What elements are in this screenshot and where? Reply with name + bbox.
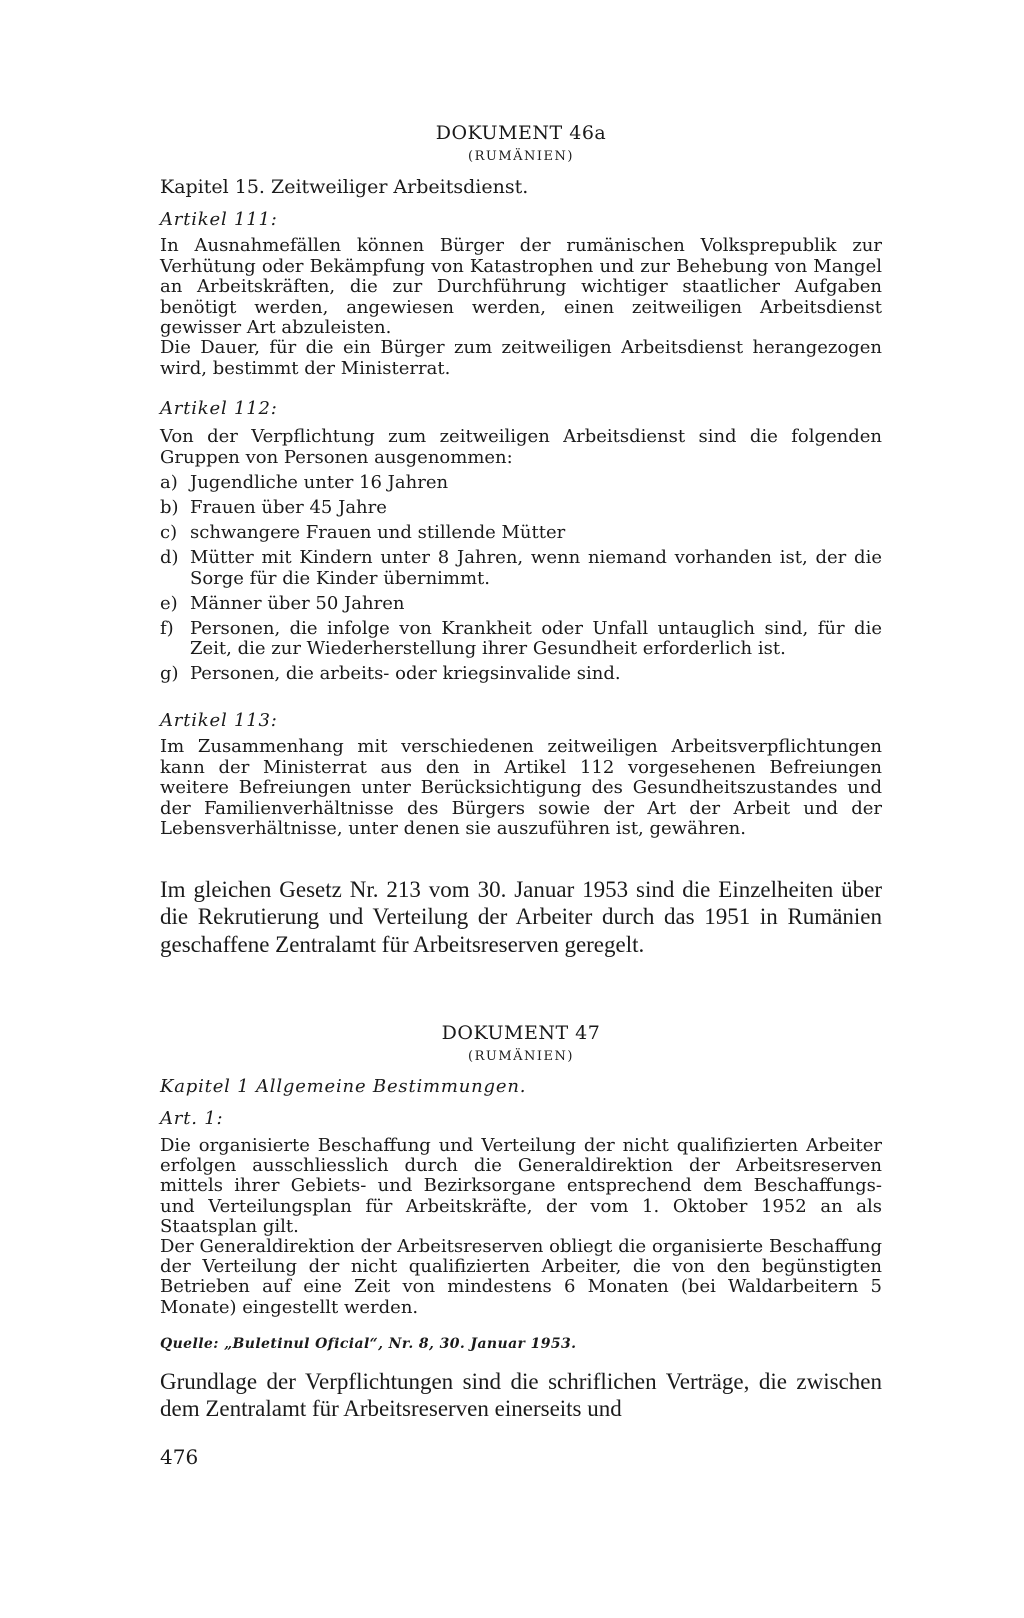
list-item xyxy=(160,619,882,660)
list-item-text: schwangere Frauen und stillende Mütter xyxy=(190,522,566,543)
exemption-list xyxy=(160,473,882,689)
commentary-paragraph-2: Grundlage der Verpflichtungen sind die schriflichen Verträge, die zwischen dem Zentralamt für Arbeitsreserven einerseits und xyxy=(160,1369,882,1422)
list-marker: g) xyxy=(160,663,179,684)
list-marker: d) xyxy=(160,547,179,568)
list-item xyxy=(160,548,882,589)
document-46a-country: (RUMÄNIEN) xyxy=(468,149,574,164)
document-47-country: (RUMÄNIEN) xyxy=(468,1049,574,1064)
article-111-paragraph-1: In Ausnahmefällen können Bürger der rumänischen Volksprepublik zur Verhütung oder Bekämpfung von Katastrophen und zur Behebung von Mangel an Arbeitskräften, die zur Durchführung wichtiger staatlicher Aufgaben benötigt werden, angewiesen werden, einen zeitweiligen Arbeitsdienst gewisser Art abzuleisten. xyxy=(160,235,882,339)
list-item-text: Frauen über 45 Jahre xyxy=(190,497,387,518)
article-1-paragraph-2: Der Generaldirektion der Arbeitsreserven obliegt die organisierte Beschaffung der Verteilung der nicht qualifizierten Arbeiter, die von den begünstigten Betrieben auf eine Zeit von mindestens 6 Monaten (bei Waldarbeitern 5 Monate) eingestellt werden. xyxy=(160,1236,882,1318)
list-item xyxy=(160,594,882,615)
list-item-text: Personen, die arbeits- oder kriegsinvalide sind. xyxy=(190,663,621,684)
document-47-chapter: Kapitel 1 Allgemeine Bestimmungen. xyxy=(160,1076,527,1097)
list-item-text: Jugendliche unter 16 Jahren xyxy=(190,472,449,493)
list-item xyxy=(160,473,882,494)
list-item xyxy=(160,523,882,544)
article-112-intro: Von der Verpflichtung zum zeitweiligen Arbeitsdienst sind die folgenden Gruppen von Personen ausgenommen: xyxy=(160,426,882,468)
article-113-paragraph: Im Zusammenhang mit verschiedenen zeitweiligen Arbeitsverpflichtungen kann der Ministerrat aus den in Artikel 112 vorgesehenen Befreiungen weitere Befreiungen unter Berücksichtigung des Gesundheitszustandes und der Familienverhältnisse des Bürgers sowie der Art der Arbeit und der Lebensverhältnisse, unter denen sie auszuführen ist, gewähren. xyxy=(160,736,882,840)
article-1-heading: Art. 1: xyxy=(160,1108,224,1129)
commentary-paragraph-1: Im gleichen Gesetz Nr. 213 vom 30. Januar 1953 sind die Einzelheiten über die Rekrutierung und Verteilung der Arbeiter durch das 1951 in Rumänien geschaffene Zentralamt für Arbeitsreserven geregelt. xyxy=(160,877,882,957)
list-marker: b) xyxy=(160,497,179,518)
document-46a-title: DOKUMENT 46a xyxy=(435,122,607,144)
list-marker: c) xyxy=(160,522,178,543)
list-marker: f) xyxy=(160,617,174,639)
article-112-heading: Artikel 112: xyxy=(160,398,278,419)
article-111-paragraph-2: Die Dauer, für die ein Bürger zum zeitweiligen Arbeitsdienst herangezogen wird, bestimmt der Ministerrat. xyxy=(160,337,882,379)
document-46a-chapter: Kapitel 15. Zeitweiliger Arbeitsdienst. xyxy=(160,176,529,198)
list-item xyxy=(160,498,882,519)
document-47-title: DOKUMENT 47 xyxy=(441,1022,601,1044)
article-113-heading: Artikel 113: xyxy=(160,710,278,731)
article-111-heading: Artikel 111: xyxy=(160,209,278,230)
list-item-text: Mütter mit Kindern unter 8 Jahren, wenn niemand vorhanden ist, der die Sorge für die Kinder übernimmt. xyxy=(190,547,882,589)
article-1-paragraph-1: Die organisierte Beschaffung und Verteilung der nicht qualifizierten Arbeiter erfolgen ausschliesslich durch die Generaldirektion der Arbeitsreserven mittels ihrer Gebiets- und Bezirksorgane entsprechend dem Beschaffungs- und Verteilungsplan für Arbeitskräfte, der vom 1. Oktober 1952 an als Staatsplan gilt. xyxy=(160,1135,882,1237)
list-marker: a) xyxy=(160,472,178,493)
list-item xyxy=(160,664,882,685)
source-citation: Quelle: „Buletinul Oficial“, Nr. 8, 30. Januar 1953. xyxy=(160,1336,577,1352)
list-item-text: Männer über 50 Jahren xyxy=(190,592,405,614)
list-marker: e) xyxy=(160,592,178,614)
page-number: 476 xyxy=(160,1445,199,1469)
list-item-text: Personen, die infolge von Krankheit oder Unfall untauglich sind, für die Zeit, die zur Wiederherstellung ihrer Gesundheit erforderlich ist. xyxy=(190,617,882,659)
